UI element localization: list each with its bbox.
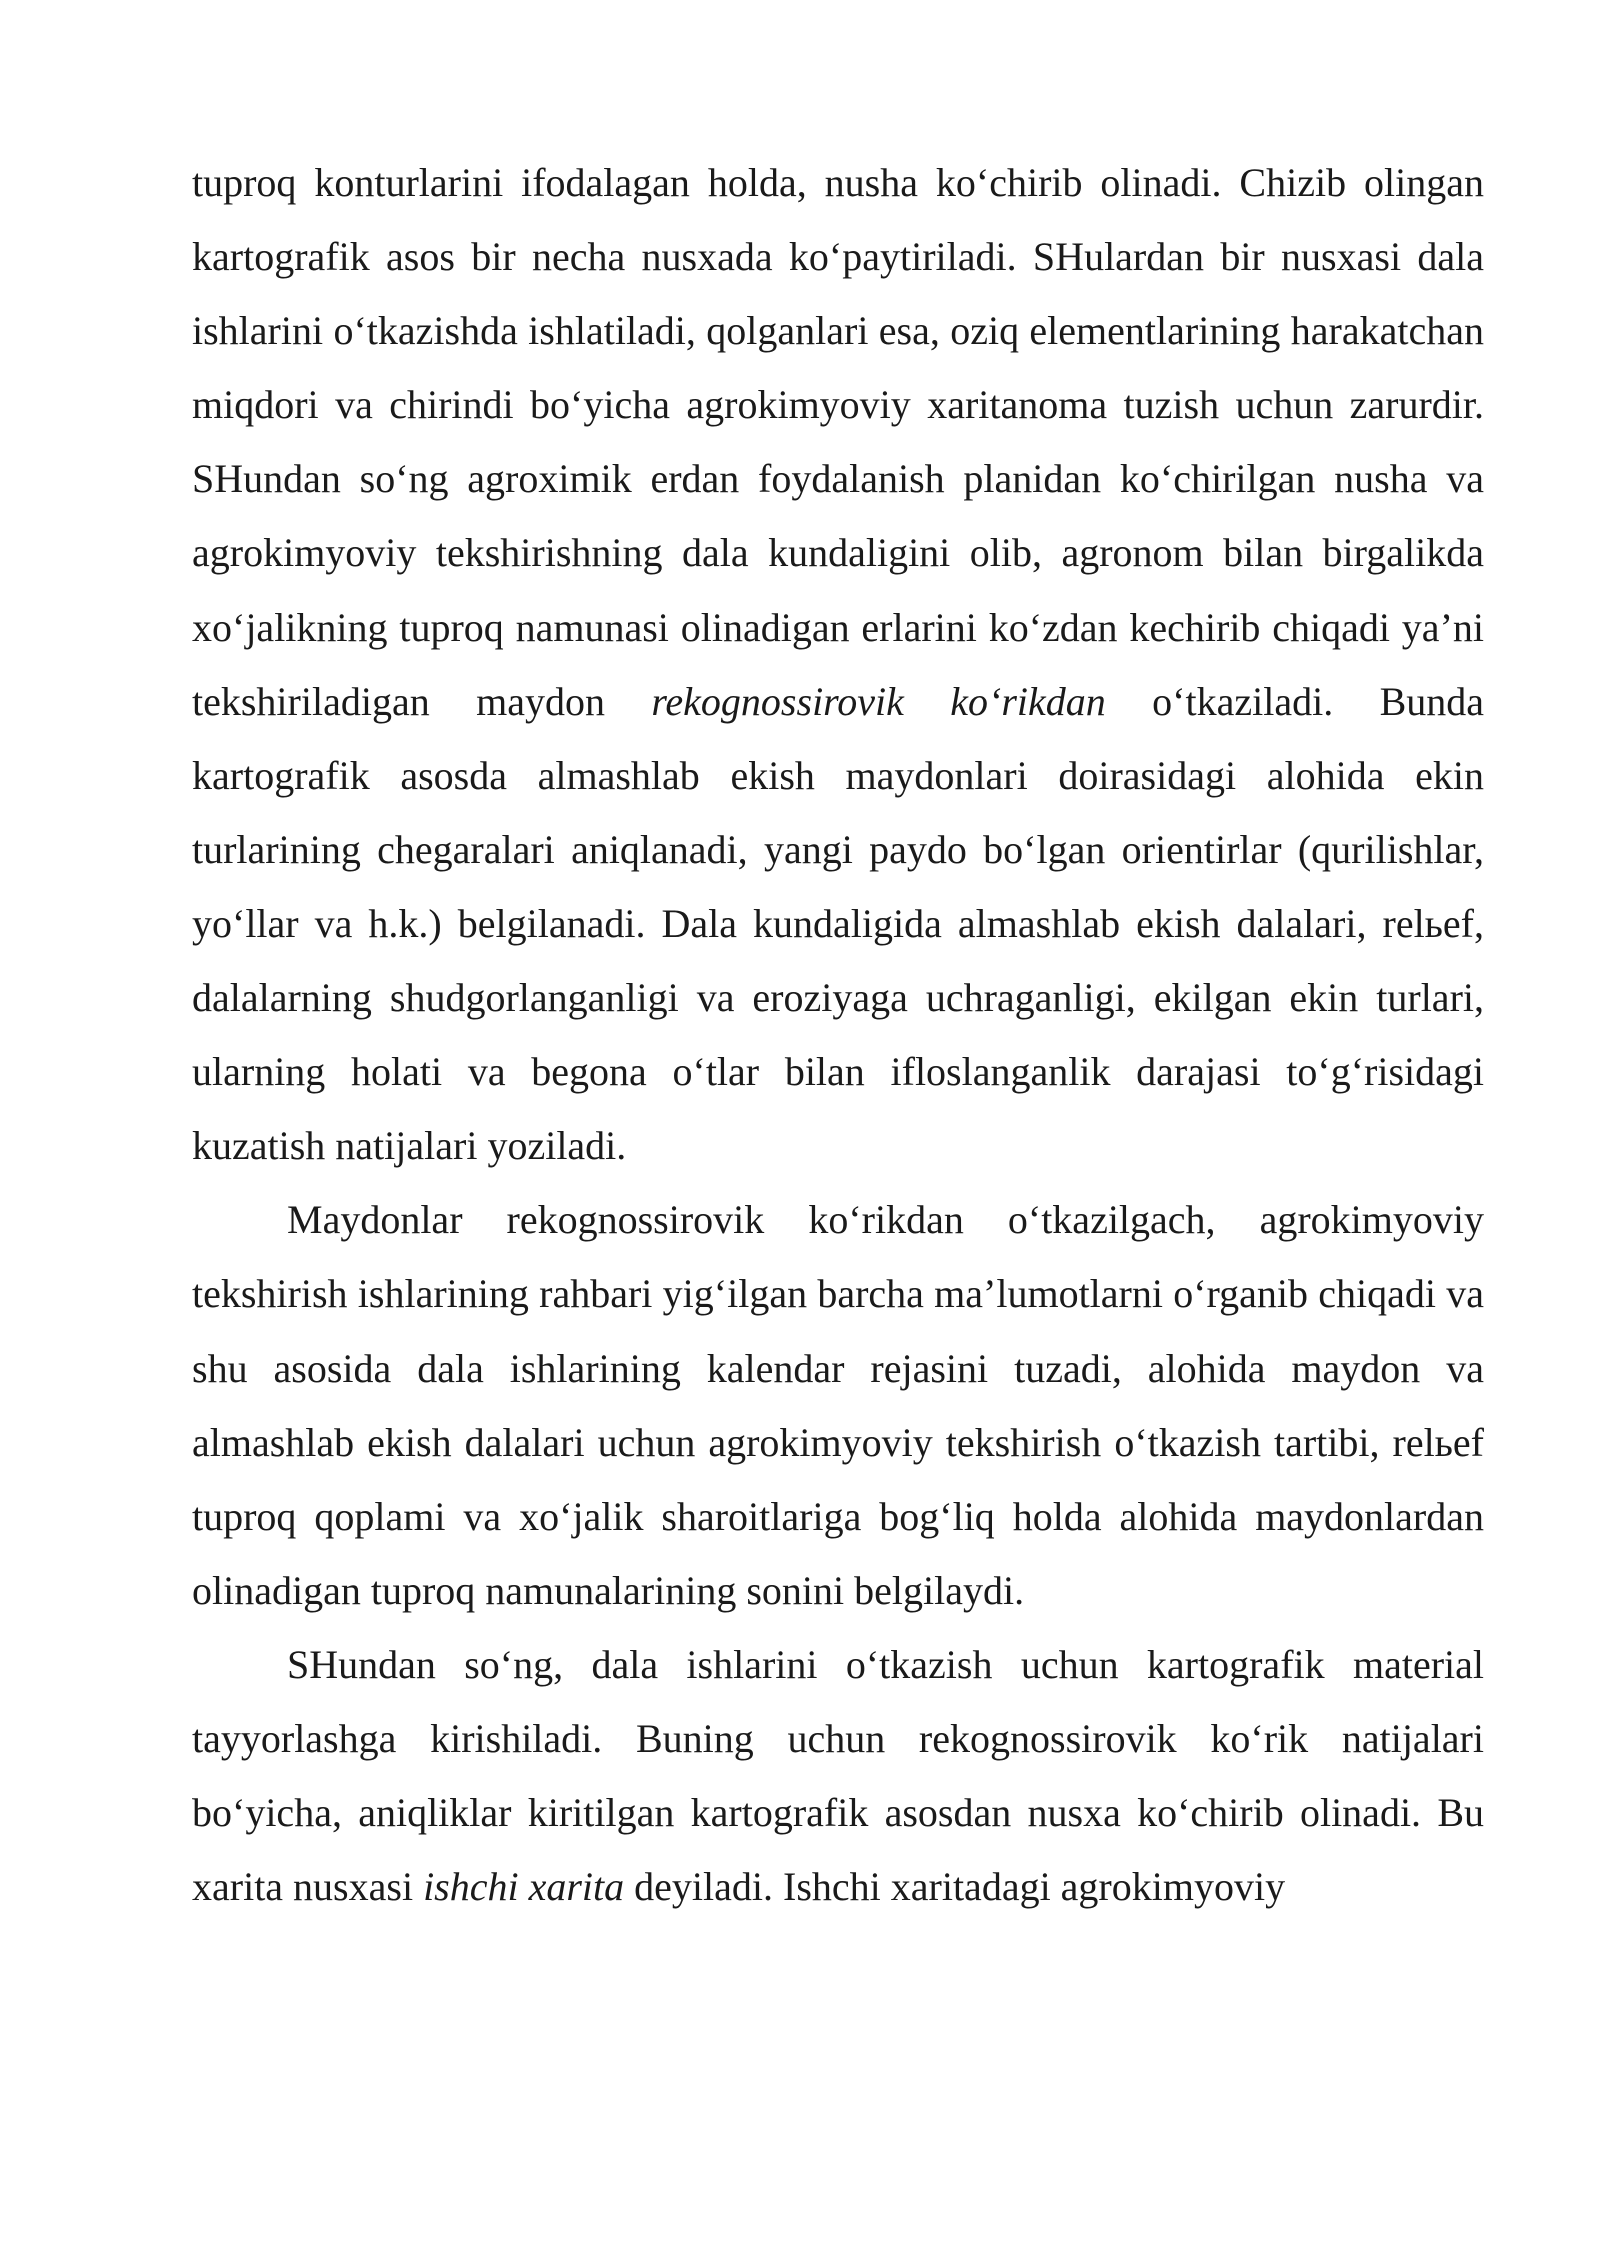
text-segment: tuproq konturlarini ifodalagan holda, nusha ko‘chirib olinadi. Chizib olingan kartografik asos bir necha nusxada ko‘paytiriladi. SHulardan bir nusxasi dala ishlarini o‘tkazishda ishlatiladi, qolganlari esa, oziq elementlarining harakatchan miqdori va chirindi bo‘yicha agrokimyoviy xaritanoma tuzish uchun zarurdir. SHundan so‘ng agroximik erdan foydalanish planidan ko‘chirilgan nusha va agrokimyoviy tekshirishning dala kundaligini olib, agronom bilan birgalikda xo‘jalikning tuproq namunasi olinadigan erlarini ko‘zdan kechirib chiqadi ya’ni tekshiriladigan maydon xyxy=(192,160,1484,724)
body-text xyxy=(192,146,1484,1924)
italic-term: ishchi xarita xyxy=(423,1864,625,1910)
italic-term: rekognossirovik ko‘rikdan xyxy=(651,678,1106,724)
text-segment: o‘tkaziladi. Bunda kartografik asosda almashlab ekish maydonlari doirasidagi alohida ekin turlarining chegaralari aniqlanadi, yangi paydo bo‘lgan orientirlar (qurilishlar, yo‘llar va h.k.) belgilanadi. Dala kundaligida almashlab ekish dalalari, relьef, dalalarning shudgorlanganligi va eroziyaga uchraganligi, ekilgan ekin turlari, ularning holati va begona o‘tlar bilan ifloslanganlik darajasi to‘g‘risidagi kuzatish natijalari yoziladi. xyxy=(192,678,1485,1169)
text-segment: deyiladi. Ishchi xaritadagi agrokimyoviy xyxy=(624,1864,1286,1910)
text-segment: SHundan so‘ng, dala ishlarini o‘tkazish uchun kartografik material tayyorlashga kirishiladi. Buning uchun rekognossirovik ko‘rik natijalari bo‘yicha, aniqliklar kiritilgan kartografik asosdan nusxa ko‘chirib olinadi. Bu xarita nusxasi xyxy=(192,1641,1484,1910)
text-segment: Maydonlar rekognossirovik ko‘rikdan o‘tkazilgach, agrokimyoviy tekshirish ishlarining rahbari yig‘ilgan barcha ma’lumotlarni o‘rganib chiqadi va shu asosida dala ishlarining kalendar rejasini tuzadi, alohida maydon va almashlab ekish dalalari uchun agrokimyoviy tekshirish o‘tkazish tartibi, relьef tuproq qoplami va xo‘jalik sharoitlariga bog‘liq holda alohida maydonlardan olinadigan tuproq namunalarining sonini belgilaydi. xyxy=(192,1197,1484,1613)
paragraph xyxy=(192,146,1484,1183)
paragraph xyxy=(192,1183,1484,1628)
paragraph xyxy=(192,1628,1484,1924)
